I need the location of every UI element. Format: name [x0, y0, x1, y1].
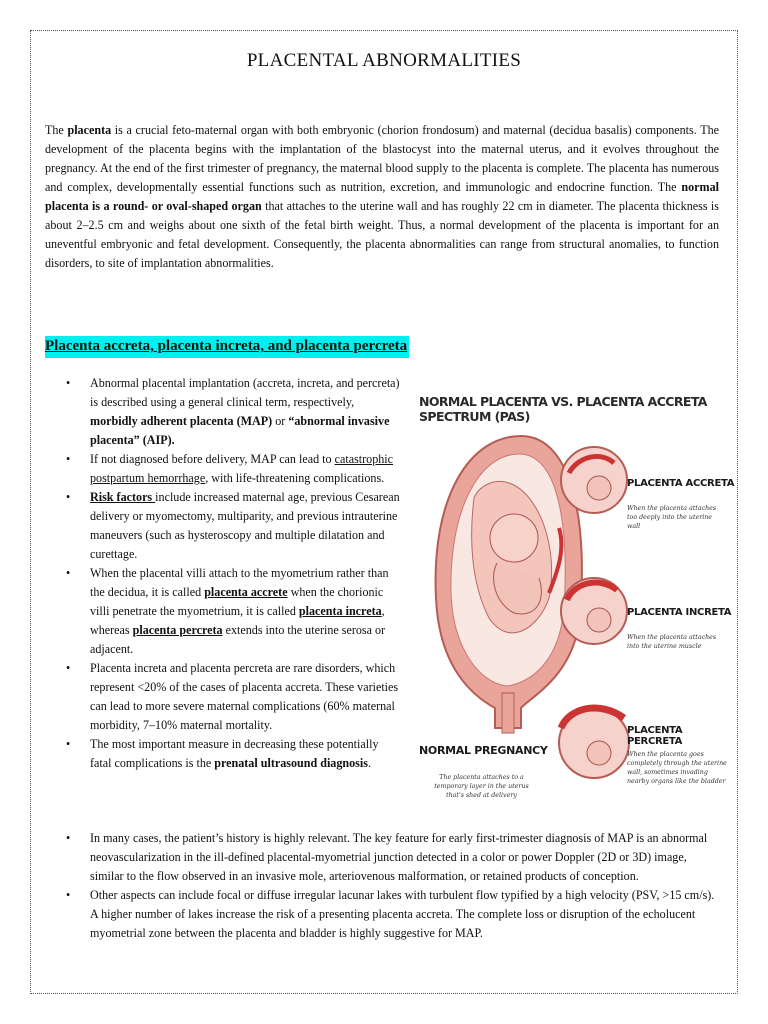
- pas-figure: [409, 378, 739, 816]
- increta-caption: When the placenta attaches into the uterine muscle: [627, 634, 717, 650]
- percreta-illustration: [559, 708, 629, 778]
- bullet-list-left: [58, 374, 402, 773]
- list-item: • Risk factors include increased maternal age, previous Cesarean delivery or myomectomy, multiparity, and previous intrauterine maneuvers (such as hysteroscopy and multiple dilatation and curettage.: [58, 488, 402, 564]
- list-item: • In many cases, the patient’s history is highly relevant. The key feature for early first-trimester diagnosis of MAP is an abnormal neovascularization in the ill-defined placental-myometrial junction detected in a color or power Doppler (2D or 3D) image, similar to the flow observed in an invasive mole, arteriovenous malformation, or retained products of conception.: [58, 829, 720, 886]
- list-item: • If not diagnosed before delivery, MAP can lead to catastrophic postpartum hemorrhage, with life-threatening complications.: [58, 450, 402, 488]
- normal-pregnancy-caption: The placenta attaches to a temporary layer in the uterus that's shed at delivery: [434, 774, 529, 799]
- increta-illustration: [561, 578, 627, 644]
- accreta-illustration: [561, 447, 627, 513]
- accreta-caption: When the placenta attaches too deeply into the uterine wall: [627, 505, 717, 530]
- section-heading: Placenta accreta, placenta increta, and placenta percreta: [45, 336, 409, 358]
- list-item: • When the placental villi attach to the myometrium rather than the decidua, it is called placenta accrete when the chorionic villi penetrate the myometrium, it is called placenta increta, whereas placenta percreta extends into the uterine serosa or adjacent.: [58, 564, 402, 659]
- figure-title: NORMAL PLACENTA VS. PLACENTA ACCRETA SPECTRUM (PAS): [419, 394, 707, 424]
- list-item: • Other aspects can include focal or diffuse irregular lacunar lakes with turbulent flow typified by a high velocity (PSV, >15 cm/s). A higher number of lakes increase the risk of a presenting placenta accreta. The complete loss or disruption of the echolucent myometrial zone between the placenta and bladder is highly suggestive for MAP.: [58, 886, 720, 943]
- list-item: • Abnormal placental implantation (accreta, increta, and percreta) is described using a general clinical term, respectively, morbidly adherent placenta (MAP) or “abnormal invasive placenta” (AIP).: [58, 374, 402, 450]
- list-item: • The most important measure in decreasing these potentially fatal complications is the prenatal ultrasound diagnosis.: [58, 735, 402, 773]
- normal-pregnancy-label: NORMAL PREGNANCY: [419, 744, 548, 757]
- increta-label: PLACENTA INCRETA: [627, 607, 732, 618]
- bullet-list-full: [58, 829, 720, 943]
- percreta-label: PLACENTA PERCRETA: [627, 725, 683, 747]
- percreta-caption: When the placenta goes completely through the uterine wall, sometimes invading nearby organs like the bladder: [627, 751, 727, 785]
- uterus-illustration: [436, 436, 582, 733]
- accreta-label: PLACENTA ACCRETA: [627, 478, 735, 489]
- intro-paragraph: The placenta is a crucial feto-maternal organ with both embryonic (chorion frondosum) and maternal (decidua basalis) components. The development of the placenta begins with the implantation of the blastocyst into the maternal uterus, and it evolves throughout the pregnancy. At the end of the first trimester of pregnancy, the maternal blood supply to the placenta is complete. The placenta has numerous and complex, developmentally essential functions such as nutrition, excretion, and immunologic and endocrine function. The normal placenta is a round- or oval-shaped organ that attaches to the uterine wall and has roughly 22 cm in diameter. The placenta thickness is about 2–2.5 cm and weighs about one sixth of the fetal birth weight. Thus, a normal development of the placenta is important for an uneventful embryonic and fetal development. Consequently, the placenta abnormalities can range from structural anomalies, to function disorders, to site of implantation abnormalities.: [45, 123, 719, 270]
- page-title: PLACENTAL ABNORMALITIES: [246, 50, 522, 71]
- list-item: • Placenta increta and placenta percreta are rare disorders, which represent <20% of the cases of placenta accreta. These varieties can lead to more severe maternal complications (60% maternal morbidity, 7–10% maternal mortality.: [58, 659, 402, 735]
